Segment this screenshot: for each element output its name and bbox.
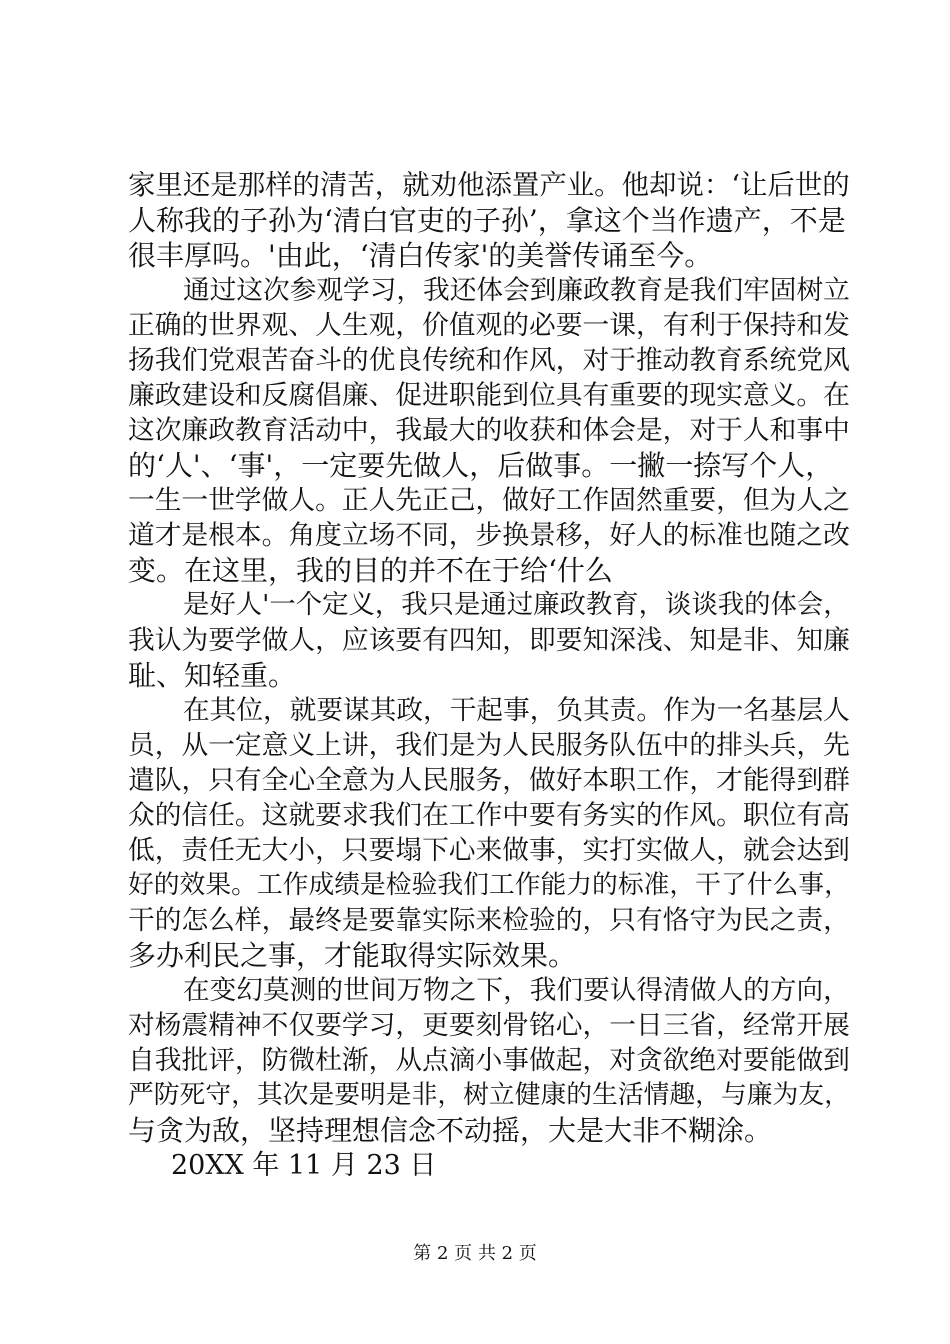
text-line: 严防死守，其次是要明是非，树立健康的生活情趣，与廉为友， (128, 1080, 850, 1110)
text-line: 廉政建设和反腐倡廉、促进职能到位具有重要的现实意义。在 (128, 380, 850, 411)
text-line: 我认为要学做人，应该要有四知，即要知深浅、知是非、知廉 (128, 625, 850, 656)
text-line: 好的效果。工作成绩是检验我们工作能力的标准，干了什么事， (128, 870, 850, 900)
text-line: 是好人'一个定义，我只是通过廉政教育，谈谈我的体会， (183, 590, 850, 620)
text-line: 遣队，只有全心全意为人民服务，做好本职工作，才能得到群 (128, 765, 850, 796)
paragraph-lines (128, 168, 850, 1148)
text-line: 变。在这里，我的目的并不在于给‘什么 (128, 554, 613, 587)
text-line: 众的信任。这就要求我们在工作中要有务实的作风。职位有高 (128, 800, 850, 831)
page-footer: 第 2 页 共 2 页 (413, 1243, 537, 1264)
text-line: 与贪为敌，坚持理想信念不动摇，大是大非不糊涂。 (128, 1114, 773, 1147)
text-line: 家里还是那样的清苦，就劝他添置产业。他却说：‘让后世的 (128, 170, 850, 201)
document-date: 20XX 年 11 月 23 日 (171, 1150, 437, 1181)
text-line: 这次廉政教育活动中，我最大的收获和体会是，对于人和事中 (128, 415, 850, 446)
text-line: 对杨震精神不仅要学习，更要刻骨铭心，一日三省，经常开展 (128, 1010, 850, 1041)
text-line: 人称我的子孙为‘清白官吏的子孙’，拿这个当作遗产，不是 (128, 204, 846, 237)
text-line: 道才是根本。角度立场不同，步换景移，好人的标准也随之改 (128, 520, 850, 551)
text-line: 通过这次参观学习，我还体会到廉政教育是我们牢固树立 (183, 275, 850, 306)
text-line: 在变幻莫测的世间万物之下，我们要认得清做人的方向， (183, 975, 850, 1006)
text-line: 扬我们党艰苦奋斗的优良传统和作风，对于推动教育系统党风 (128, 345, 850, 376)
text-line: 耻、知轻重。 (128, 659, 297, 692)
text-line: 在其位，就要谋其政，干起事，负其责。作为一名基层人 (183, 695, 850, 726)
text-line: 员，从一定意义上讲，我们是为人民服务队伍中的排头兵，先 (128, 730, 850, 761)
text-line: 多办利民之事，才能取得实际效果。 (128, 939, 577, 972)
text-line: 低，责任无大小，只要塌下心来做事，实打实做人，就会达到 (128, 835, 850, 866)
text-line: 很丰厚吗。'由此，‘清白传家'的美誉传诵至今。 (128, 239, 713, 272)
text-line: 干的怎么样，最终是要靠实际来检验的，只有恪守为民之责， (128, 905, 850, 936)
text-line: 自我批评，防微杜渐，从点滴小事做起，对贪欲绝对要能做到 (128, 1045, 850, 1076)
text-line: 正确的世界观、人生观，价值观的必要一课，有利于保持和发 (128, 310, 850, 341)
document-body (128, 168, 850, 1183)
text-line: 的‘人'、‘事'，一定要先做人，后做事。一撇一捺写个人， (128, 449, 834, 482)
text-line: 一生一世学做人。正人先正己，做好工作固然重要，但为人之 (128, 485, 850, 516)
